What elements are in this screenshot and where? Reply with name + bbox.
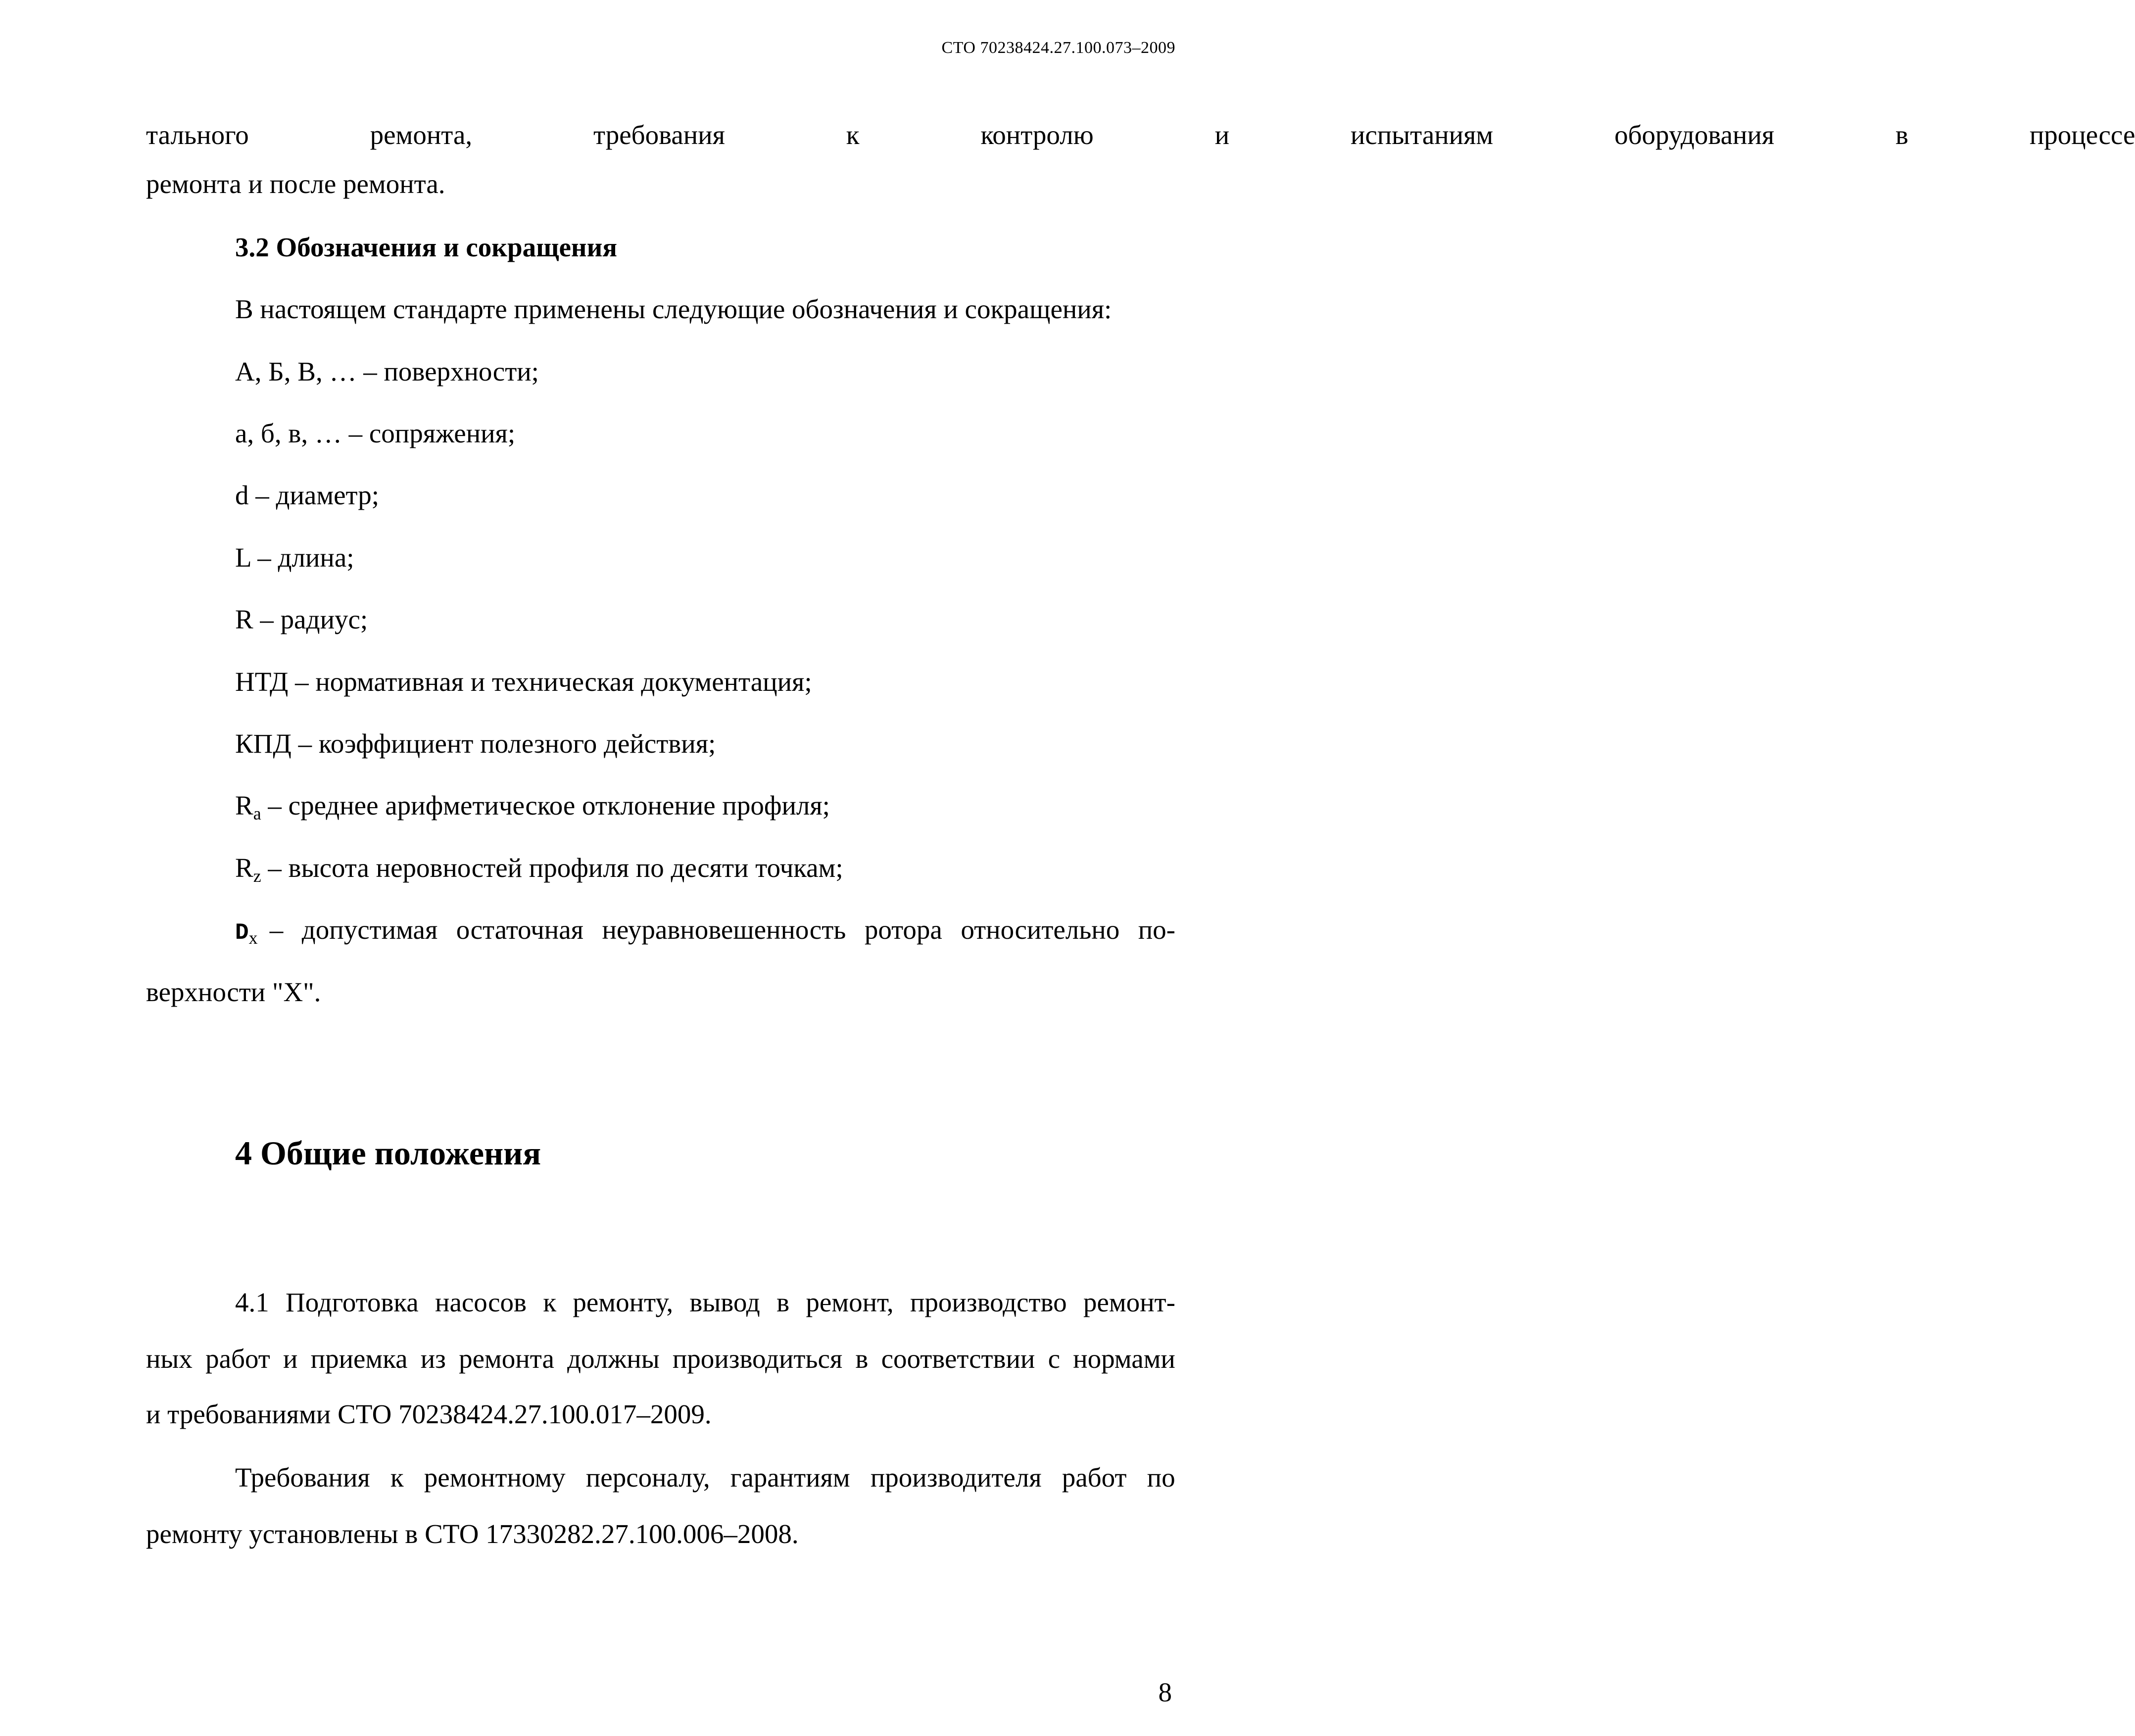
abbr-diameter: d – диаметр;: [235, 480, 380, 510]
abbr-length: L – длина;: [235, 542, 354, 573]
abbr-rz-text: – высота неровностей профиля по десяти точкам;: [261, 853, 843, 883]
continuation-line-1-text: тального ремонта, требования к контролю и испытаниям оборудования в процессе: [146, 120, 2135, 150]
abbr-mates: а, б, в, … – сопряжения;: [235, 418, 516, 448]
continuation-line-2: ремонта и после ремонта.: [146, 169, 445, 199]
abbr-rz: [235, 853, 843, 886]
p-staff-line-2: ремонту установлены в СТО 17330282.27.100.006–2008.: [146, 1519, 799, 1549]
abbr-ra-symbol: R: [235, 790, 253, 820]
abbr-rz-subscript: z: [253, 866, 261, 886]
abbr-dx-text-line-1: – допустимая остаточная неуравновешенность ротора относительно по-: [269, 915, 1175, 945]
abbr-dx-line-2: верхности "X".: [146, 977, 321, 1007]
p41-line-3: и требованиями СТО 70238424.27.100.017–2009.: [146, 1399, 712, 1429]
abbr-dx-line-1-justified: [235, 915, 1175, 948]
abbr-dx-line-1: [235, 915, 1175, 948]
abbr-rz-symbol: R: [235, 853, 253, 883]
p41-line-1: 4.1 Подготовка насосов к ремонту, вывод в ремонт, производство ремонт-: [235, 1287, 1175, 1317]
section-4-title: 4 Общие положения: [235, 1134, 541, 1172]
abbr-ra: [235, 790, 830, 823]
abbr-ra-subscript: a: [253, 804, 261, 823]
abbreviations-intro: В настоящем стандарте применены следующие обозначения и сокращения:: [235, 294, 1112, 324]
abbr-ra-text: – среднее арифметическое отклонение профиля;: [261, 790, 830, 820]
p41-line-2: ных работ и приемка из ремонта должны производиться в соответствии с нормами: [146, 1344, 1175, 1374]
abbr-ntd: НТД – нормативная и техническая документация;: [235, 667, 812, 697]
abbr-dx-head: [235, 916, 258, 948]
abbr-dx-symbol: D: [235, 920, 249, 946]
abbr-radius: R – радиус;: [235, 604, 368, 634]
abbr-surfaces: А, Б, В, … – поверхности;: [235, 356, 539, 386]
abbr-dx-subscript: x: [248, 928, 258, 948]
abbr-kpd: КПД – коэффициент полезного действия;: [235, 728, 716, 759]
document-code-header: СТО 70238424.27.100.073–2009: [941, 39, 1175, 57]
page-number: 8: [1158, 1677, 1172, 1707]
section-3-2-title: 3.2 Обозначения и сокращения: [235, 232, 618, 262]
continuation-line-1: [146, 120, 2135, 150]
p-staff-line-1: Требования к ремонтному персоналу, гарантиям производителя работ по: [235, 1462, 1175, 1493]
